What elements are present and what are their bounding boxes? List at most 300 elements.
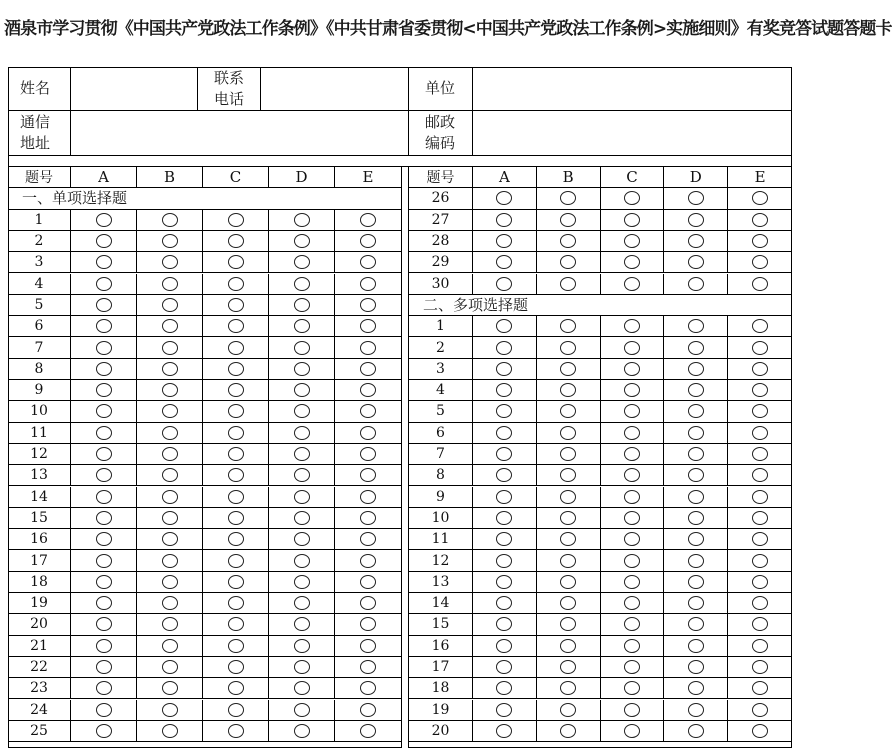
question-row — [8, 401, 401, 422]
answer-cell — [269, 678, 335, 698]
answer-bubble-a[interactable] — [96, 617, 112, 631]
answer-bubble-d[interactable] — [688, 490, 704, 504]
answer-bubble-a[interactable] — [96, 511, 112, 525]
answer-bubble-e[interactable] — [752, 703, 768, 717]
answer-bubble-a[interactable] — [96, 447, 112, 461]
answer-cell — [537, 231, 601, 251]
answer-bubble-d[interactable] — [688, 660, 704, 674]
answer-bubble-d[interactable] — [688, 554, 704, 568]
answer-bubble-e[interactable] — [360, 277, 376, 291]
answer-cell — [335, 380, 401, 400]
answer-bubble-a[interactable] — [496, 554, 512, 568]
answer-bubble-d[interactable] — [688, 404, 704, 418]
answer-bubble-a[interactable] — [96, 660, 112, 674]
answer-bubble-a[interactable] — [496, 511, 512, 525]
answer-bubble-a[interactable] — [96, 639, 112, 653]
question-row — [409, 316, 792, 337]
answer-bubble-a[interactable] — [496, 703, 512, 717]
phone-field[interactable] — [261, 67, 409, 110]
answer-bubble-a[interactable] — [96, 426, 112, 440]
answer-bubble-a[interactable] — [96, 298, 112, 312]
answer-bubble-d[interactable] — [688, 447, 704, 461]
answer-bubble-a[interactable] — [96, 362, 112, 376]
answer-bubble-e[interactable] — [752, 426, 768, 440]
answer-bubble-b[interactable] — [560, 362, 576, 376]
answer-cell — [473, 274, 537, 294]
answer-bubble-a[interactable] — [496, 468, 512, 482]
answer-bubble-e[interactable] — [360, 596, 376, 610]
answer-bubble-e[interactable] — [752, 575, 768, 589]
answer-bubble-b[interactable] — [162, 724, 178, 738]
answer-bubble-e[interactable] — [752, 724, 768, 738]
answer-bubble-e[interactable] — [360, 490, 376, 504]
answer-bubble-c[interactable] — [624, 639, 640, 653]
answer-bubble-d[interactable] — [688, 191, 704, 205]
answer-bubble-a[interactable] — [496, 362, 512, 376]
answer-bubble-c[interactable] — [228, 298, 244, 312]
answer-bubble-c[interactable] — [228, 660, 244, 674]
answer-bubble-c[interactable] — [624, 213, 640, 227]
answer-bubble-d[interactable] — [688, 255, 704, 269]
answer-bubble-d[interactable] — [294, 724, 310, 738]
answer-bubble-b[interactable] — [560, 511, 576, 525]
answer-bubble-c[interactable] — [624, 596, 640, 610]
answer-bubble-e[interactable] — [360, 383, 376, 397]
answer-bubble-b[interactable] — [560, 724, 576, 738]
answer-bubble-b[interactable] — [560, 341, 576, 355]
answer-bubble-e[interactable] — [360, 255, 376, 269]
answer-cell — [203, 252, 269, 272]
answer-bubble-e[interactable] — [752, 383, 768, 397]
answer-cell — [473, 700, 537, 720]
answer-bubble-b[interactable] — [162, 660, 178, 674]
answer-bubble-a[interactable] — [96, 681, 112, 695]
answer-bubble-c[interactable] — [228, 277, 244, 291]
answer-bubble-a[interactable] — [96, 213, 112, 227]
answer-bubble-d[interactable] — [294, 447, 310, 461]
answer-bubble-a[interactable] — [496, 575, 512, 589]
answer-bubble-d[interactable] — [688, 341, 704, 355]
answer-bubble-b[interactable] — [162, 596, 178, 610]
answer-bubble-c[interactable] — [624, 575, 640, 589]
answer-bubble-c[interactable] — [624, 277, 640, 291]
answer-bubble-e[interactable] — [752, 660, 768, 674]
answer-bubble-c[interactable] — [624, 681, 640, 695]
answer-bubble-d[interactable] — [294, 575, 310, 589]
answer-bubble-d[interactable] — [688, 383, 704, 397]
answer-bubble-a[interactable] — [96, 341, 112, 355]
answer-cell — [335, 465, 401, 485]
answer-bubble-e[interactable] — [752, 255, 768, 269]
answer-bubble-c[interactable] — [624, 554, 640, 568]
question-number: 20 — [8, 614, 71, 634]
answer-bubble-d[interactable] — [294, 490, 310, 504]
answer-bubble-d[interactable] — [688, 596, 704, 610]
question-row — [409, 700, 792, 721]
answer-bubble-c[interactable] — [624, 404, 640, 418]
answer-bubble-d[interactable] — [294, 468, 310, 482]
answer-bubble-b[interactable] — [162, 426, 178, 440]
answer-bubble-c[interactable] — [624, 617, 640, 631]
answer-bubble-b[interactable] — [560, 319, 576, 333]
answer-bubble-c[interactable] — [228, 575, 244, 589]
answer-bubble-e[interactable] — [752, 596, 768, 610]
answer-cell — [203, 210, 269, 230]
answer-bubble-c[interactable] — [228, 554, 244, 568]
question-row — [409, 678, 792, 699]
option-header-c: C — [203, 167, 269, 187]
name-field[interactable] — [71, 67, 198, 110]
answer-bubble-a[interactable] — [96, 703, 112, 717]
answer-bubble-a[interactable] — [496, 532, 512, 546]
answer-bubble-b[interactable] — [162, 532, 178, 546]
question-number: 2 — [409, 337, 473, 357]
answer-bubble-b[interactable] — [560, 617, 576, 631]
answer-cell — [137, 550, 203, 570]
postcode-field[interactable] — [473, 111, 792, 155]
question-row — [8, 678, 401, 699]
answer-bubble-e[interactable] — [752, 404, 768, 418]
answer-bubble-a[interactable] — [496, 213, 512, 227]
answer-bubble-a[interactable] — [496, 426, 512, 440]
answer-bubble-b[interactable] — [560, 277, 576, 291]
option-header-a: A — [473, 167, 537, 187]
answer-bubble-b[interactable] — [162, 255, 178, 269]
answer-bubble-b[interactable] — [162, 341, 178, 355]
answer-bubble-a[interactable] — [96, 596, 112, 610]
answer-bubble-c[interactable] — [228, 341, 244, 355]
answer-bubble-c[interactable] — [624, 426, 640, 440]
answer-bubble-d[interactable] — [294, 639, 310, 653]
answer-bubble-b[interactable] — [162, 447, 178, 461]
answer-bubble-b[interactable] — [560, 426, 576, 440]
answer-bubble-d[interactable] — [294, 234, 310, 248]
answer-bubble-a[interactable] — [96, 404, 112, 418]
answer-bubble-c[interactable] — [228, 468, 244, 482]
question-number: 3 — [409, 359, 473, 379]
answer-bubble-e[interactable] — [360, 213, 376, 227]
answer-cell — [71, 700, 137, 720]
answer-bubble-a[interactable] — [96, 255, 112, 269]
answer-bubble-a[interactable] — [496, 639, 512, 653]
answer-bubble-c[interactable] — [624, 724, 640, 738]
answer-bubble-d[interactable] — [688, 617, 704, 631]
answer-bubble-c[interactable] — [624, 341, 640, 355]
answer-bubble-d[interactable] — [294, 554, 310, 568]
answer-bubble-d[interactable] — [294, 703, 310, 717]
question-row — [409, 274, 792, 295]
answer-bubble-a[interactable] — [496, 660, 512, 674]
answer-bubble-b[interactable] — [560, 234, 576, 248]
answer-cell — [269, 337, 335, 357]
question-number: 30 — [409, 274, 473, 294]
answer-bubble-d[interactable] — [294, 532, 310, 546]
answer-cell — [537, 380, 601, 400]
answer-bubble-a[interactable] — [96, 490, 112, 504]
answer-bubble-d[interactable] — [294, 362, 310, 376]
answer-bubble-b[interactable] — [162, 277, 178, 291]
answer-cell — [269, 614, 335, 634]
answer-bubble-e[interactable] — [752, 617, 768, 631]
grid-separator — [401, 167, 409, 748]
answer-bubble-a[interactable] — [96, 319, 112, 333]
answer-bubble-c[interactable] — [228, 617, 244, 631]
answer-bubble-d[interactable] — [294, 319, 310, 333]
answer-cell — [728, 636, 792, 656]
answer-bubble-b[interactable] — [162, 703, 178, 717]
answer-bubble-a[interactable] — [96, 383, 112, 397]
answer-bubble-c[interactable] — [624, 255, 640, 269]
answer-bubble-a[interactable] — [96, 575, 112, 589]
answer-bubble-b[interactable] — [162, 213, 178, 227]
answer-bubble-e[interactable] — [360, 298, 376, 312]
answer-cell — [473, 252, 537, 272]
answer-bubble-a[interactable] — [96, 532, 112, 546]
answer-bubble-d[interactable] — [688, 724, 704, 738]
answer-bubble-e[interactable] — [752, 468, 768, 482]
answer-bubble-c[interactable] — [228, 681, 244, 695]
answer-bubble-e[interactable] — [360, 703, 376, 717]
answer-bubble-d[interactable] — [688, 468, 704, 482]
answer-bubble-d[interactable] — [294, 277, 310, 291]
answer-bubble-a[interactable] — [96, 277, 112, 291]
question-number: 16 — [409, 636, 473, 656]
answer-bubble-b[interactable] — [560, 255, 576, 269]
answer-cell — [537, 210, 601, 230]
answer-bubble-d[interactable] — [688, 575, 704, 589]
answer-bubble-b[interactable] — [560, 639, 576, 653]
answer-bubble-b[interactable] — [560, 213, 576, 227]
answer-bubble-e[interactable] — [752, 511, 768, 525]
answer-bubble-e[interactable] — [360, 639, 376, 653]
answer-bubble-e[interactable] — [360, 575, 376, 589]
answer-bubble-a[interactable] — [96, 234, 112, 248]
answer-bubble-a[interactable] — [496, 724, 512, 738]
answer-bubble-b[interactable] — [162, 404, 178, 418]
answer-bubble-e[interactable] — [752, 447, 768, 461]
answer-bubble-c[interactable] — [228, 213, 244, 227]
answer-bubble-d[interactable] — [688, 277, 704, 291]
answer-bubble-a[interactable] — [96, 724, 112, 738]
answer-bubble-c[interactable] — [228, 234, 244, 248]
answer-bubble-c[interactable] — [228, 383, 244, 397]
answer-bubble-a[interactable] — [496, 490, 512, 504]
answer-bubble-e[interactable] — [752, 490, 768, 504]
answer-bubble-b[interactable] — [560, 575, 576, 589]
answer-bubble-d[interactable] — [688, 511, 704, 525]
answer-bubble-a[interactable] — [496, 447, 512, 461]
answer-bubble-d[interactable] — [294, 341, 310, 355]
answer-bubble-e[interactable] — [360, 341, 376, 355]
answer-bubble-c[interactable] — [228, 724, 244, 738]
answer-bubble-c[interactable] — [624, 191, 640, 205]
answer-bubble-b[interactable] — [560, 554, 576, 568]
answer-bubble-e[interactable] — [752, 362, 768, 376]
answer-bubble-e[interactable] — [360, 681, 376, 695]
answer-bubble-a[interactable] — [496, 383, 512, 397]
answer-bubble-c[interactable] — [624, 532, 640, 546]
answer-bubble-c[interactable] — [624, 490, 640, 504]
answer-bubble-b[interactable] — [560, 468, 576, 482]
answer-bubble-a[interactable] — [496, 319, 512, 333]
answer-bubble-b[interactable] — [162, 511, 178, 525]
answer-bubble-e[interactable] — [360, 660, 376, 674]
answer-bubble-c[interactable] — [624, 511, 640, 525]
answer-bubble-e[interactable] — [360, 617, 376, 631]
answer-cell — [137, 700, 203, 720]
answer-bubble-b[interactable] — [162, 681, 178, 695]
answer-bubble-d[interactable] — [294, 511, 310, 525]
answer-cell — [664, 721, 728, 741]
answer-bubble-c[interactable] — [228, 511, 244, 525]
answer-bubble-d[interactable] — [688, 639, 704, 653]
answer-bubble-b[interactable] — [560, 404, 576, 418]
answer-bubble-e[interactable] — [360, 319, 376, 333]
answer-bubble-e[interactable] — [360, 447, 376, 461]
answer-cell — [71, 231, 137, 251]
answer-bubble-d[interactable] — [688, 362, 704, 376]
answer-bubble-d[interactable] — [294, 298, 310, 312]
answer-bubble-c[interactable] — [624, 703, 640, 717]
answer-bubble-e[interactable] — [360, 468, 376, 482]
answer-bubble-a[interactable] — [496, 617, 512, 631]
answer-bubble-e[interactable] — [752, 681, 768, 695]
answer-bubble-b[interactable] — [162, 554, 178, 568]
answer-bubble-e[interactable] — [360, 234, 376, 248]
answer-cell — [335, 529, 401, 549]
answer-cell — [728, 380, 792, 400]
answer-bubble-a[interactable] — [496, 255, 512, 269]
answer-bubble-c[interactable] — [624, 383, 640, 397]
answer-bubble-e[interactable] — [360, 404, 376, 418]
answer-bubble-c[interactable] — [624, 362, 640, 376]
answer-cell — [537, 337, 601, 357]
answer-cell — [473, 465, 537, 485]
answer-bubble-d[interactable] — [688, 532, 704, 546]
answer-bubble-c[interactable] — [624, 468, 640, 482]
answer-bubble-b[interactable] — [162, 362, 178, 376]
answer-bubble-d[interactable] — [688, 213, 704, 227]
answer-bubble-b[interactable] — [162, 617, 178, 631]
answer-bubble-a[interactable] — [496, 277, 512, 291]
address-field[interactable] — [71, 111, 409, 155]
answer-bubble-d[interactable] — [294, 426, 310, 440]
answer-bubble-e[interactable] — [752, 234, 768, 248]
answer-bubble-b[interactable] — [560, 191, 576, 205]
answer-bubble-e[interactable] — [752, 319, 768, 333]
answer-cell — [601, 274, 665, 294]
answer-bubble-d[interactable] — [294, 383, 310, 397]
answer-bubble-c[interactable] — [624, 234, 640, 248]
option-header-d: D — [664, 167, 728, 187]
answer-bubble-b[interactable] — [162, 298, 178, 312]
answer-bubble-c[interactable] — [228, 426, 244, 440]
answer-bubble-c[interactable] — [624, 319, 640, 333]
answer-bubble-d[interactable] — [294, 596, 310, 610]
answer-bubble-c[interactable] — [228, 447, 244, 461]
answer-bubble-c[interactable] — [228, 319, 244, 333]
answer-bubble-c[interactable] — [228, 703, 244, 717]
answer-bubble-b[interactable] — [162, 234, 178, 248]
question-number: 11 — [409, 529, 473, 549]
answer-bubble-c[interactable] — [228, 362, 244, 376]
answer-bubble-d[interactable] — [294, 213, 310, 227]
answer-bubble-c[interactable] — [228, 532, 244, 546]
answer-bubble-e[interactable] — [752, 213, 768, 227]
answer-bubble-d[interactable] — [688, 703, 704, 717]
answer-bubble-a[interactable] — [496, 191, 512, 205]
answer-bubble-d[interactable] — [294, 404, 310, 418]
answer-bubble-d[interactable] — [688, 234, 704, 248]
answer-bubble-a[interactable] — [96, 554, 112, 568]
answer-bubble-b[interactable] — [560, 447, 576, 461]
answer-bubble-b[interactable] — [560, 383, 576, 397]
answer-bubble-c[interactable] — [228, 404, 244, 418]
answer-bubble-b[interactable] — [560, 596, 576, 610]
answer-bubble-b[interactable] — [162, 490, 178, 504]
answer-bubble-b[interactable] — [162, 319, 178, 333]
answer-bubble-d[interactable] — [294, 255, 310, 269]
answer-cell — [473, 380, 537, 400]
answer-bubble-d[interactable] — [294, 660, 310, 674]
answer-bubble-e[interactable] — [360, 532, 376, 546]
answer-bubble-c[interactable] — [228, 490, 244, 504]
answer-bubble-b[interactable] — [162, 639, 178, 653]
answer-bubble-b[interactable] — [162, 468, 178, 482]
answer-bubble-b[interactable] — [162, 383, 178, 397]
answer-bubble-b[interactable] — [560, 681, 576, 695]
answer-bubble-d[interactable] — [294, 617, 310, 631]
answer-bubble-a[interactable] — [96, 468, 112, 482]
answer-cell — [137, 508, 203, 528]
answer-bubble-c[interactable] — [624, 660, 640, 674]
unit-field[interactable] — [473, 67, 792, 110]
answer-bubble-c[interactable] — [228, 596, 244, 610]
answer-bubble-d[interactable] — [688, 426, 704, 440]
unit-label-text: 单位 — [425, 79, 456, 97]
answer-bubble-c[interactable] — [228, 255, 244, 269]
answer-bubble-a[interactable] — [496, 681, 512, 695]
answer-bubble-b[interactable] — [560, 490, 576, 504]
answer-bubble-a[interactable] — [496, 234, 512, 248]
answer-cell — [473, 210, 537, 230]
answer-bubble-e[interactable] — [360, 724, 376, 738]
answer-bubble-a[interactable] — [496, 404, 512, 418]
answer-bubble-e[interactable] — [752, 277, 768, 291]
answer-bubble-b[interactable] — [162, 575, 178, 589]
answer-bubble-b[interactable] — [560, 532, 576, 546]
answer-bubble-c[interactable] — [624, 447, 640, 461]
answer-bubble-d[interactable] — [688, 681, 704, 695]
answer-bubble-b[interactable] — [560, 660, 576, 674]
answer-bubble-c[interactable] — [228, 639, 244, 653]
answer-bubble-d[interactable] — [294, 681, 310, 695]
answer-bubble-e[interactable] — [360, 554, 376, 568]
answer-bubble-e[interactable] — [360, 362, 376, 376]
answer-bubble-e[interactable] — [752, 532, 768, 546]
answer-bubble-d[interactable] — [688, 319, 704, 333]
answer-bubble-e[interactable] — [360, 511, 376, 525]
answer-bubble-a[interactable] — [496, 341, 512, 355]
answer-bubble-e[interactable] — [752, 341, 768, 355]
question-row — [8, 295, 401, 316]
answer-bubble-e[interactable] — [360, 426, 376, 440]
answer-bubble-e[interactable] — [752, 191, 768, 205]
answer-bubble-a[interactable] — [496, 596, 512, 610]
answer-bubble-e[interactable] — [752, 554, 768, 568]
answer-bubble-b[interactable] — [560, 703, 576, 717]
answer-bubble-e[interactable] — [752, 639, 768, 653]
